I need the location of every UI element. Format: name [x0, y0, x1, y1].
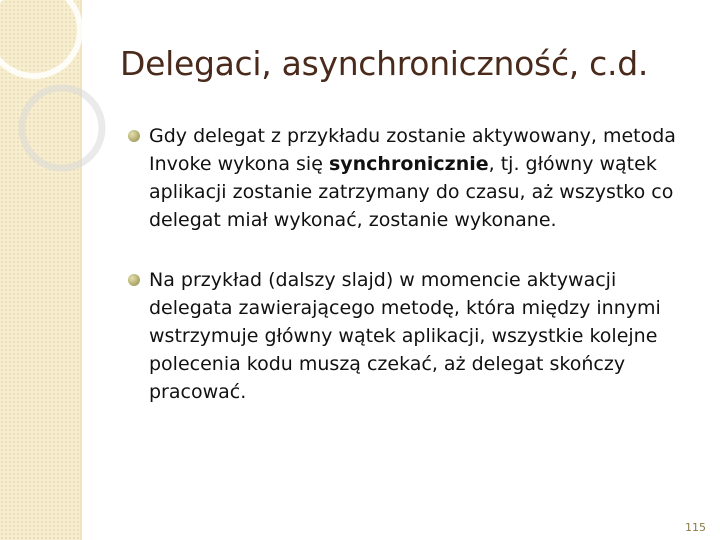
bullet-item	[128, 266, 688, 406]
bullet-list	[128, 122, 688, 438]
bullet-icon	[128, 130, 140, 142]
decorative-ring-large	[0, 0, 80, 76]
page-number: 115	[685, 521, 706, 534]
bullet-text-after: , tj. główny wątek aplikacji zostanie zatrzymany do czasu, aż wszystko co delegat miał wykonać, zostanie wykonane.	[149, 153, 674, 231]
decorative-ring-small	[22, 88, 102, 168]
slide-title: Delegaci, asynchroniczność, c.d.	[120, 44, 649, 83]
bullet-icon	[128, 274, 140, 286]
bullet-text	[149, 125, 676, 231]
bullet-text-before: Gdy delegat z przykładu zostanie aktywowany, metoda Invoke wykona się	[149, 125, 676, 175]
bullet-item	[128, 122, 688, 234]
bullet-text: Na przykład (dalszy slajd) w momencie aktywacji delegata zawierającego metodę, która między innymi wstrzymuje główny wątek aplikacji, wszystkie kolejne polecenia kodu muszą czekać, aż delegat skończy pracować.	[149, 269, 661, 403]
decorative-rings	[0, 0, 130, 180]
bullet-emphasis: synchronicznie	[328, 153, 489, 175]
